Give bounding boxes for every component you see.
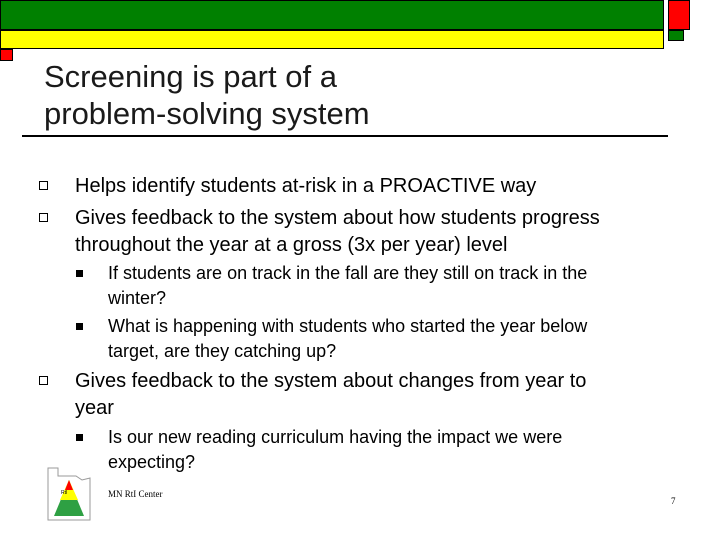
bullet-2-line-2: throughout the year at a gross (3x per year) level [75,234,508,256]
sub-bullet-3-1-line-1: Is our new reading curriculum having the impact we were [108,427,563,447]
title-underline [22,135,668,137]
sub-bullet-3-1-line-2: expecting? [108,452,196,472]
slide-title [44,58,644,132]
sub-bullet-2-2-line-2: target, are they catching up? [108,341,337,361]
hollow-square-bullet-icon [39,376,48,385]
sub-bullet-2-2-line-1: What is happening with students who started the year below [108,316,588,336]
footer-text: MN RtI Center [108,489,163,499]
filled-square-bullet-icon [76,434,83,441]
bullet-2-line-1: Gives feedback to the system about how students progress [75,207,600,229]
filled-square-bullet-icon [76,323,83,330]
bullet-3-line-1: Gives feedback to the system about changes from year to [75,370,587,392]
header-red-square [668,0,690,30]
header-red-small-square [0,49,13,61]
slide-title-line-1: Screening is part of a [44,59,337,94]
bullet-3-line-2: year [75,397,114,419]
sub-bullet-2-1 [108,261,698,311]
hollow-square-bullet-icon [39,213,48,222]
page-number: 7 [671,496,676,506]
sub-bullet-2-1-line-1: If students are on track in the fall are they still on track in the [108,263,588,283]
mn-rti-triangle-logo-icon [46,466,92,522]
sub-bullet-3-1 [108,425,698,475]
filled-square-bullet-icon [76,270,83,277]
header-yellow-bar [0,30,664,49]
header-green-square [668,30,684,41]
hollow-square-bullet-icon [39,181,48,190]
sub-bullet-2-1-line-2: winter? [108,288,167,308]
bullet-1: Helps identify students at-risk in a PROACTIVE way [75,175,537,197]
sub-bullet-2-2 [108,314,698,364]
logo-text: RtI [61,490,68,496]
slide-title-line-2: problem-solving system [44,96,370,131]
bullet-3 [75,368,695,422]
header-green-bar [0,0,664,30]
bullet-2 [75,205,695,259]
